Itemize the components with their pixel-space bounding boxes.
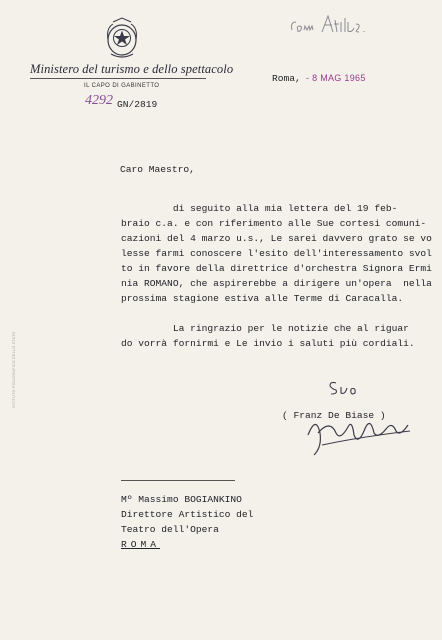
recipient-role: Direttore Artistico del bbox=[121, 509, 254, 520]
body-line: lesse farmi conoscere l'esito dell'interessamento svol bbox=[121, 248, 432, 259]
ministry-name: Ministero del turismo e dello spettacolo bbox=[30, 62, 234, 76]
salutation: Caro Maestro, bbox=[120, 164, 195, 175]
body-line: di seguito alla mia lettera del 19 feb- bbox=[121, 203, 398, 214]
recipient-institution: Teatro dell'Opera bbox=[121, 524, 219, 535]
printer-imprint: ISTITUTO POLIGRAFICO DELLO STATO bbox=[12, 331, 16, 408]
body-line: prossima stagione estiva alle Terme di Caracalla. bbox=[121, 293, 404, 304]
recipient-name: Mº Massimo BOGIANKINO bbox=[121, 494, 242, 505]
body-line: do vorrà fornirmi e Le invio i saluti più cordiali. bbox=[121, 338, 415, 349]
protocol-number: GN/2819 bbox=[117, 99, 158, 110]
place: Roma, bbox=[272, 73, 301, 84]
republic-emblem-icon bbox=[103, 16, 141, 60]
protocol-number-handwritten: 4292 bbox=[85, 93, 113, 108]
letterhead-rule bbox=[30, 78, 206, 79]
body-line: to in favore della direttrice d'orchestra Signora Ermi bbox=[121, 263, 432, 274]
recipient-rule bbox=[121, 480, 235, 481]
body-line: cazioni del 4 marzo u.s., Le sarei davvero grato se vo bbox=[121, 233, 432, 244]
body-line: nia ROMANO, che aspirerebbe a dirigere un'opera nella bbox=[121, 278, 432, 289]
body-line: La ringrazio per le notizie che al riguar bbox=[121, 323, 409, 334]
office-title: IL CAPO DI GABINETTO bbox=[84, 83, 160, 89]
archive-note-handwriting bbox=[288, 10, 372, 44]
recipient-city: ROMA bbox=[121, 539, 161, 550]
body-line: braio c.a. e con riferimento alle Sue cortesi comuni- bbox=[121, 218, 427, 229]
date-stamp: - 8 MAG 1965 bbox=[306, 73, 366, 83]
signatory-name: ( Franz De Biase ) bbox=[282, 410, 386, 421]
